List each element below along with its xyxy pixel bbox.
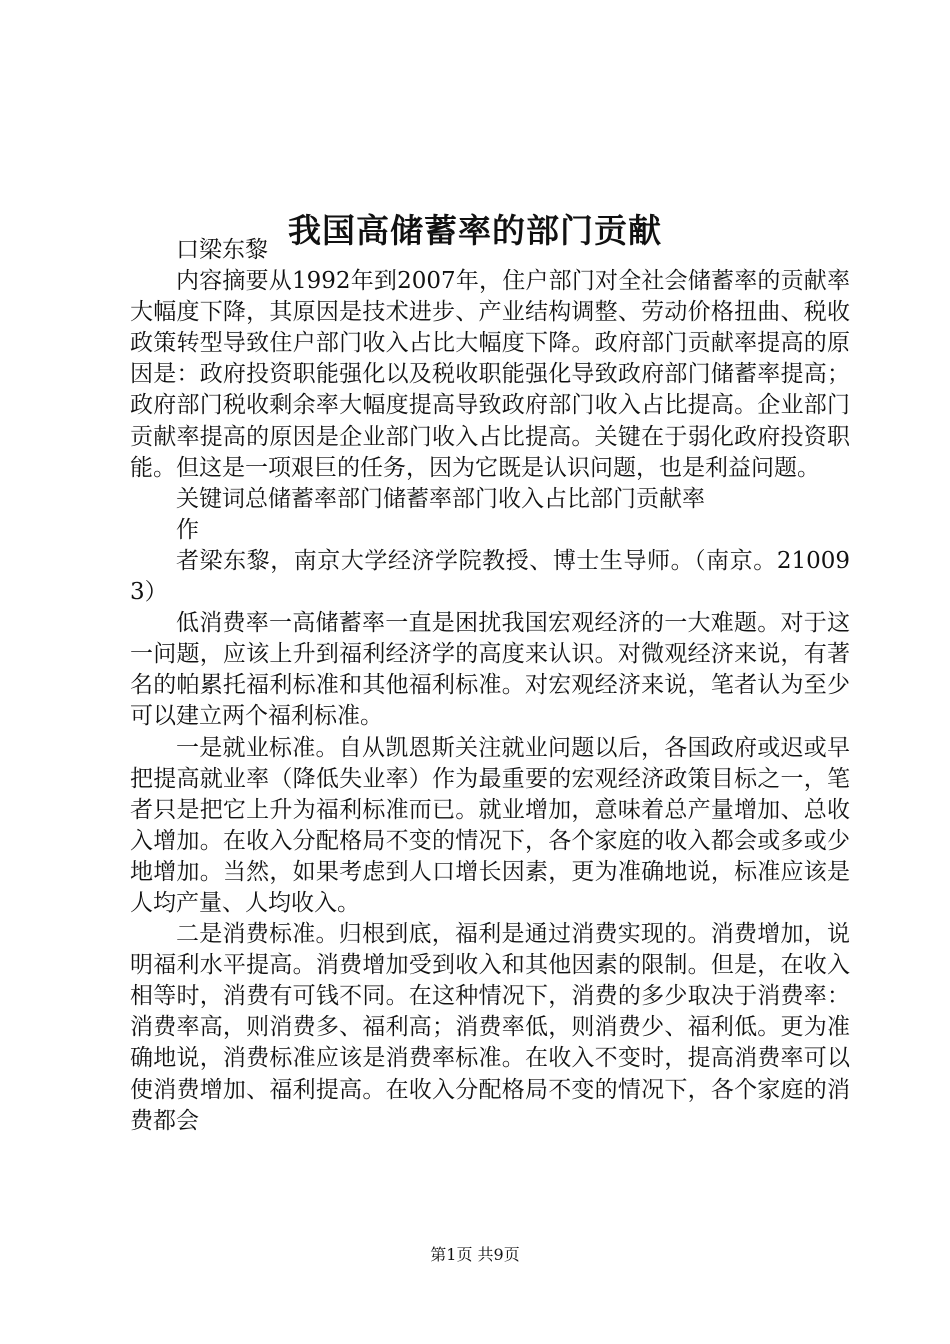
author-info: 者梁东黎，南京大学经济学院教授、博士生导师。（南京。210093） [130, 547, 850, 606]
document-title: 我国高储蓄率的部门贡献 [288, 211, 662, 251]
author-line: 口梁东黎 [176, 237, 268, 263]
body-paragraph: 低消费率一高储蓄率一直是困扰我国宏观经济的一大难题。对于这一问题，应该上升到福利经济学的高度来认识。对微观经济来说，有著名的帕累托福利标准和其他福利标准。对宏观经济来说，笔者认为至少可以建立两个福利标准。 [130, 610, 850, 730]
body-paragraph: 一是就业标准。自从凯恩斯关注就业问题以后，各国政府或迟或早把提高就业率（降低失业率）作为最重要的宏观经济政策目标之一，笔者只是把它上升为福利标准而已。就业增加，意味着总产量增加、总收入增加。在收入分配格局不变的情况下，各个家庭的收入都会或多或少地增加。当然，如果考虑到人口增长因素，更为准确地说，标准应该是人均产量、人均收入。 [130, 734, 850, 916]
page-footer: 第1页 共9页 [430, 1245, 520, 1264]
document-body [130, 235, 850, 1137]
body-paragraph: 二是消费标准。归根到底，福利是通过消费实现的。消费增加，说明福利水平提高。消费增加受到收入和其他因素的限制。但是，在收入相等时，消费有可钱不同。在这种情况下，消费的多少取决于消费率：消费率高，则消费多、福利高；消费率低，则消费少、福利低。更为准确地说，消费标准应该是消费率标准。在收入不变时，提高消费率可以使消费增加、福利提高。在收入分配格局不变的情况下，各个家庭的消费都会 [130, 921, 850, 1134]
keywords-line: 关键词总储蓄率部门储蓄率部门收入占比部门贡献率 [176, 485, 705, 512]
abstract-paragraph: 内容摘要从1992年到2007年，住户部门对全社会储蓄率的贡献率大幅度下降，其原因是技术进步、产业结构调整、劳动价格扭曲、税收政策转型导致住户部门收入占比大幅度下降。政府部门贡献率提高的原因是：政府投资职能强化以及税收职能强化导致政府部门储蓄率提高；政府部门税收剩余率大幅度提高导致政府部门收入占比提高。企业部门贡献率提高的原因是企业部门收入占比提高。关键在于弱化政府投资职能。但这是一项艰巨的任务，因为它既是认识问题，也是利益问题。 [130, 268, 850, 481]
author-label: 作 [176, 516, 199, 543]
